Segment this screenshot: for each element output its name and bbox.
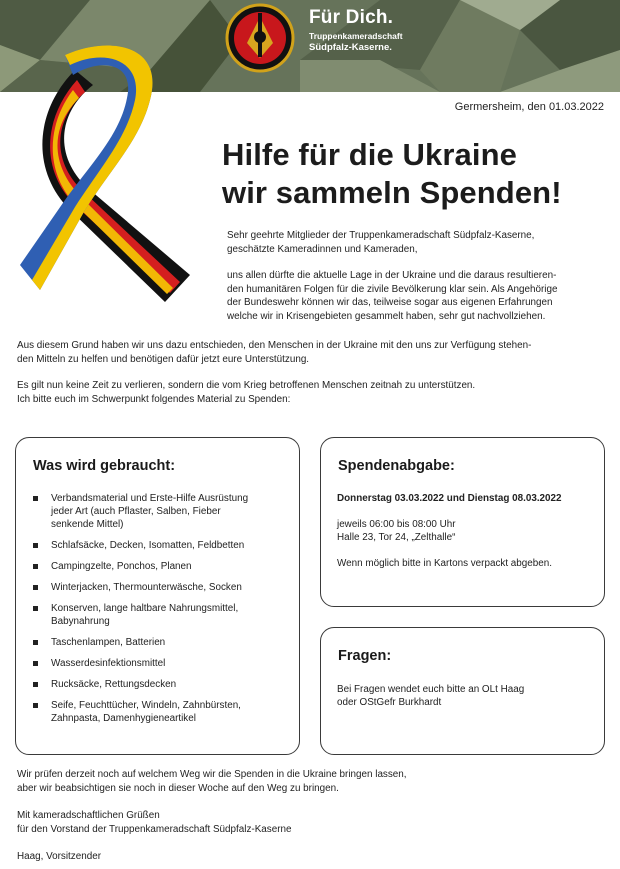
questions-box [320, 627, 605, 755]
bullet-icon [33, 640, 38, 645]
regards-line2: für den Vorstand der Truppenkameradschaft Südpfalz-Kaserne [17, 823, 292, 835]
bullet-icon [33, 564, 38, 569]
bullet-icon [33, 543, 38, 548]
paragraph-urgency [17, 379, 605, 406]
signature: Haag, Vorsitzender [17, 851, 101, 862]
intro-text [227, 229, 607, 323]
questions-line2: oder OStGefr Burkhardt [337, 697, 442, 708]
regards [17, 809, 605, 836]
dropoff-dates: Donnerstag 03.03.2022 und Dienstag 08.03.2022 [337, 493, 562, 504]
paragraph-line: Aus diesem Grund haben wir uns dazu entschieden, den Menschen in der Ukraine mit den uns zur Verfügung stehen- [17, 340, 532, 351]
questions-line1: Bei Fragen wendet euch bitte an OLt Haag [337, 684, 525, 695]
needs-box [15, 437, 300, 755]
list-item: Taschenlampen, Batterien [31, 636, 286, 649]
greeting-line2: geschätzte Kameradinnen und Kameraden, [227, 243, 418, 255]
questions-details [337, 683, 597, 709]
needs-title: Was wird gebraucht: [33, 458, 176, 474]
dropoff-time: jeweils 06:00 bis 08:00 Uhr [337, 519, 456, 530]
list-item: Rucksäcke, Rettungsdecken [31, 678, 286, 691]
dropoff-title: Spendenabgabe: [338, 458, 455, 474]
paragraph-line: den Mitteln zu helfen und benötigen dafür jetzt eure Unterstützung. [17, 353, 310, 365]
regards-line1: Mit kameradschaftlichen Grüßen [17, 810, 160, 821]
list-item: Campingzelte, Ponchos, Planen [31, 560, 286, 573]
brand-title: Für Dich. [309, 7, 394, 28]
bullet-icon [33, 606, 38, 611]
unit-emblem-icon [225, 3, 295, 73]
dropoff-location: Halle 23, Tor 24, „Zelthalle“ [337, 532, 456, 543]
dropoff-details [337, 492, 597, 570]
dropoff-box [320, 437, 605, 607]
list-item: Konserven, lange haltbare Nahrungsmittel, Babynahrung [31, 602, 286, 628]
brand-org-line2: Südpfalz-Kaserne. [309, 42, 392, 53]
intro-body-line: den humanitären Folgen für die zivile Bevölkerung klar sein. Als Angehörige [227, 283, 558, 295]
closing-line: aber wir beabsichtigen sie noch in dieser Woche auf den Weg zu bringen. [17, 782, 339, 794]
bullet-icon [33, 585, 38, 590]
paragraph-line: Ich bitte euch im Schwerpunkt folgendes Material zu Spenden: [17, 393, 291, 405]
dropoff-note: Wenn möglich bitte in Kartons verpackt abgeben. [337, 558, 552, 569]
list-item: Schlafsäcke, Decken, Isomatten, Feldbetten [31, 539, 286, 552]
bullet-icon [33, 682, 38, 687]
ukraine-germany-ribbon-icon [15, 40, 195, 310]
intro-body-line: welche wir in Krisengebieten gesammelt haben, sehr gut nachvollziehen. [227, 310, 546, 322]
brand-org-line1: Truppenkameradschaft [309, 31, 403, 41]
headline [222, 136, 562, 212]
intro-body-line: uns allen dürfte die aktuelle Lage in der Ukraine und die daraus resultieren- [227, 270, 557, 281]
headline-line2: wir sammeln Spenden! [222, 175, 562, 210]
greeting-line1: Sehr geehrte Mitglieder der Truppenkameradschaft Südpfalz-Kaserne, [227, 230, 535, 241]
closing-line: Wir prüfen derzeit noch auf welchem Weg wir die Spenden in die Ukraine bringen lassen, [17, 769, 407, 780]
bullet-icon [33, 703, 38, 708]
intro-body-line: der Bundeswehr können wir das, teilweise sogar aus eigenen Erfahrungen [227, 297, 553, 308]
list-item: Winterjacken, Thermounterwäsche, Socken [31, 581, 286, 594]
headline-line1: Hilfe für die Ukraine [222, 137, 517, 172]
paragraph-line: Es gilt nun keine Zeit zu verlieren, sondern die vom Krieg betroffenen Menschen zeitnah zu unterstützen. [17, 380, 476, 391]
bullet-icon [33, 661, 38, 666]
list-item: Seife, Feuchttücher, Windeln, Zahnbürsten, Zahnpasta, Damenhygieneartikel [31, 699, 286, 725]
paragraph-decision [17, 339, 605, 366]
questions-title: Fragen: [338, 648, 392, 664]
bullet-icon [33, 496, 38, 501]
list-item: Wasserdesinfektionsmittel [31, 657, 286, 670]
closing-paragraph [17, 768, 605, 795]
list-item: Verbandsmaterial und Erste-Hilfe Ausrüstung jeder Art (auch Pflaster, Salben, Fieber senkende Mittel) [31, 492, 286, 531]
document-date: Germersheim, den 01.03.2022 [454, 101, 604, 113]
needs-list [31, 492, 286, 733]
